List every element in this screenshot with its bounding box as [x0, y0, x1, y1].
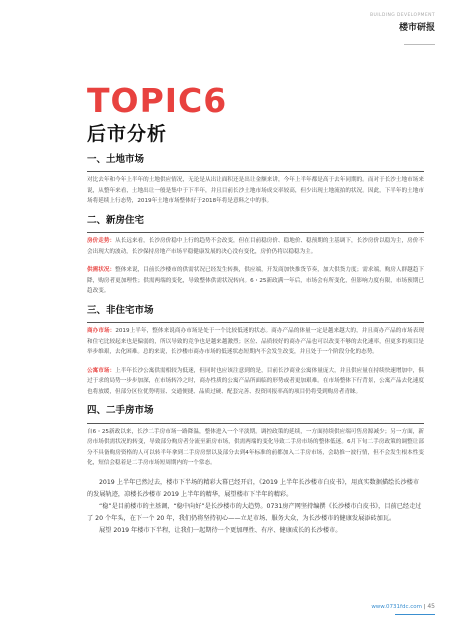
- closing-paragraph: 2019 上半年已然过去，楼市下半场的精彩大幕已经开启，《2019 上半年长沙楼市白皮书》，用真实数据描绘长沙楼市的发展轨迹，凉楼长沙楼市 2019 上半年的精华，展望楼市下半年的精彩。: [87, 478, 420, 498]
- header-divider: [404, 44, 435, 45]
- closing-container: [87, 477, 424, 537]
- section-paragraph: [87, 326, 424, 358]
- brand-title: 楼市研报: [398, 23, 435, 33]
- section-title: 二、新房住宅: [87, 214, 145, 226]
- section: [87, 154, 424, 207]
- footer-url[interactable]: www.0731fdc.com: [371, 604, 422, 610]
- closing-paragraph: 展望 2019 年楼市下半程，让我们一起期待一个更加理性、有序、健康成长的长沙楼市。: [99, 526, 342, 534]
- section-paragraph: [87, 366, 424, 398]
- footer: [371, 603, 435, 610]
- paragraph-text: 上半年长沙公寓供需相较为低迷，但同时也应该注意到的是，目前长沙商业公寓体量庞大，并且供应量在持续快速增加中，俱过于求的局势一步步加深，在市场转冷之时，商办性质的公寓产品所面临的形势或者更加艰难。在市场整体下行背景，公寓产品去化速度也将放缓，但部分区位优势明显、交通便捷、品质过硬、配套完善、投资回报率高的项目仍将受到购房者青睐。: [87, 367, 424, 395]
- paragraph-text: 对比去年和今年上半年的土地供应情况，无论是从出让面积还是出让金额来讲，今年上半年都是高于去年同期的。而对于长沙土地市场来说，从整年来看，土地出让一般是集中于下半年，并且目前长沙土地市场成交率较高，但少出现土地流拍的状况。因此，下半年的土地市场将延续上行态势，2019年土地市场整体好于2018年将是意料之中的事。: [87, 177, 424, 205]
- section-title: 三、非住宅市场: [87, 304, 154, 316]
- section: [87, 215, 424, 297]
- paragraph-lead: 商办市场：: [87, 328, 116, 335]
- paragraph-lead: 房价走势：: [87, 238, 116, 245]
- section-title: 四、二手房市场: [87, 405, 154, 417]
- sections-container: [87, 154, 424, 469]
- section-rule: [87, 171, 424, 172]
- topic-subheading: 后市分析: [87, 123, 168, 145]
- section-rule: [87, 423, 424, 424]
- section-paragraph: [87, 175, 424, 207]
- section-rule: [87, 232, 424, 233]
- footer-separator: |: [423, 604, 428, 610]
- paragraph-text: 自6・25新政以来，长沙二手房市场一路降温，整体进入一个平淡期。调控政策的延续，一方面持续供应端可售房源减少；另一方面，新房市场供需状况的转变，导致部分购房者分流至新房市场，供需两端的变化导致二手房市场的整体低迷。6月下旬二手房政策的调整让部分不具备购房资格的人可以转半年拿到二手房房票以及部分去到4年标准的前都加入二手房市场，会助推一波行情，但不会发生根本性变化，短信会稳着是二手房市场短周期内的一个常态。: [87, 428, 424, 467]
- closing-paragraph: “稳”是目前楼市的主基调，“稳中向好”是长沙楼市的大趋势。0731房产网坚持编撰《长沙楼市白皮书》，目前已经走过了 20 个年头，在下一个 20 年，我们仍将坚持初心——立足市场、服务大众，为长沙楼市的健康发展添砖加瓦。: [87, 502, 422, 522]
- topic-heading: TOPIC6: [87, 81, 228, 120]
- section-rule: [87, 322, 424, 323]
- article-body: [87, 154, 424, 537]
- section: [87, 305, 424, 397]
- paragraph-text: 2019上半年，整体来说商办市场是处于一个比较低迷的状态。商办产品的体量一定是越来越大的，并且商办产品的市场表现和住宅比较起来也是偏弱的，所以导致的竞争也是越来越激烈；区位、品质较好的商办产品也可以改变不够的去化速率，但更多的项目是举步维艰，去化困难。总的来说，长沙楼市商办市场的低迷状态短期内不会发生改变，并且处于一个阶段分化的态势。: [87, 328, 424, 356]
- paragraph-lead: 供需状况：: [87, 267, 116, 274]
- section-paragraph: [87, 265, 424, 297]
- brand-block: [370, 13, 435, 33]
- section-paragraph: [87, 236, 424, 257]
- section-title: 一、土地市场: [87, 154, 145, 165]
- footer-divider: [395, 614, 435, 615]
- section-paragraph: [87, 427, 424, 469]
- brand-english: BUILDING DEVELOPMENT: [370, 13, 435, 18]
- section: [87, 405, 424, 468]
- paragraph-lead: 公寓市场：: [87, 367, 116, 374]
- paragraph-text: 从长远来看，长沙房价稳中上行的趋势不会改变，但在目前稳房价、稳地价、稳预期的主基调下，长沙房价以稳为主，房价不会出现大的波动，长沙保持房地产市场平稳健康发展的决心没有变化，房价仍将以稳稳为主。: [87, 238, 424, 255]
- page-number: 45: [427, 603, 435, 610]
- paragraph-text: 整体来说，目前长沙楼市的供需状况已经发生转换，供应端，开发商加快推货节奏，加大供货力度；需求端，购房人群越趋下降，购房者更加理性；供需两端的变化，导致整体供需状况转向。6・25新政满一年后，市场会有所变化，但影响力度有限，市场预期已趋改变。: [87, 267, 424, 295]
